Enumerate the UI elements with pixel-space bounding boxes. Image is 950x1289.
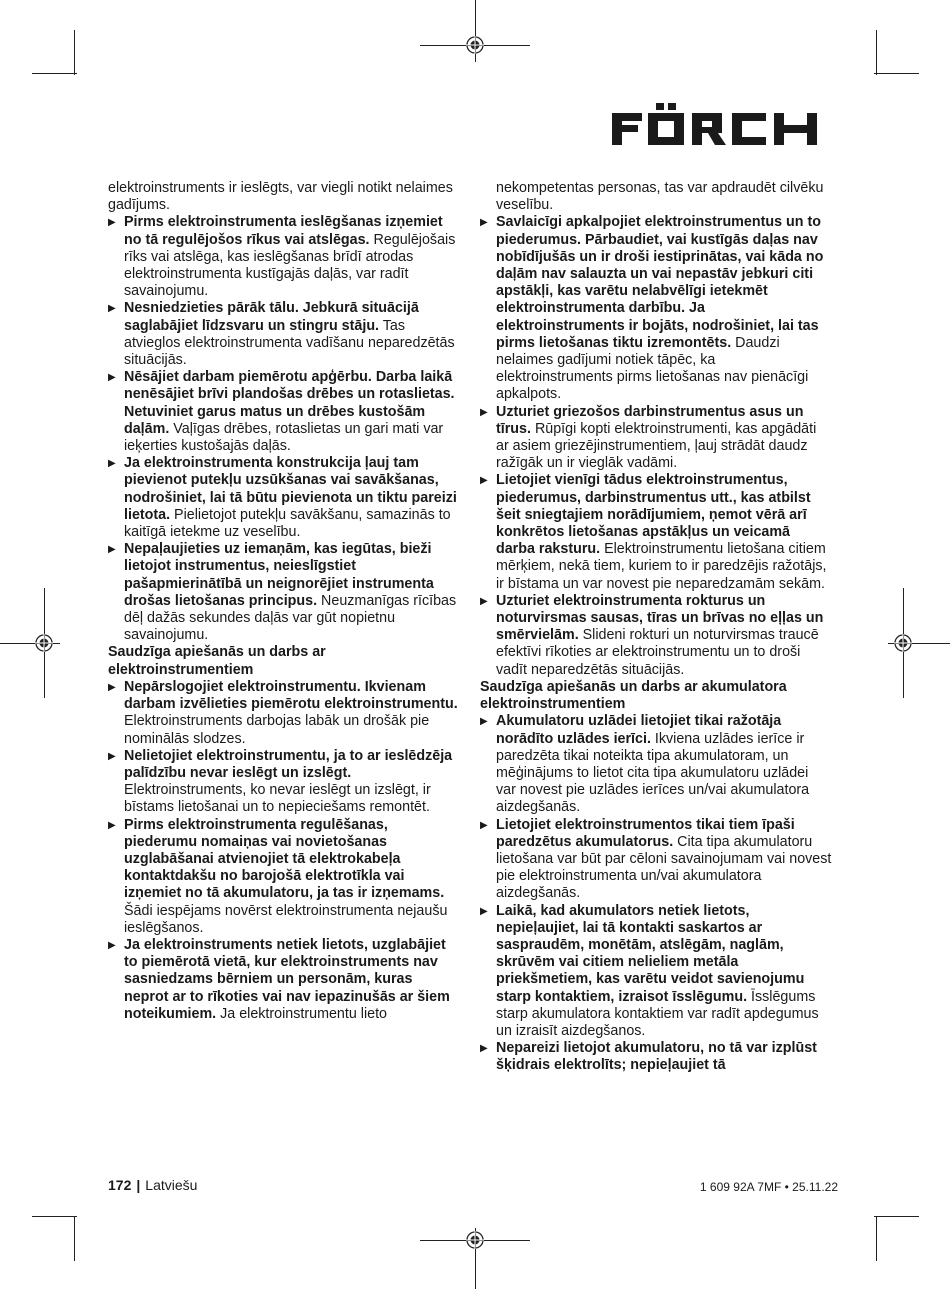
section-heading: Saudzīga apiešanās un darbs ar elektroinstrumentiem — [108, 644, 326, 678]
list-item: ▶ Nepārslogojiet elektroinstrumentu. Ikvienam darbam izvēlieties piemērotu elektroinstrumentu. Elektroinstruments darbojas labāk un drošāk pie nominālās slodzes. — [108, 679, 460, 748]
crop-mark — [74, 1216, 75, 1261]
list-item: ▶ Uzturiet elektroinstrumenta rokturus un noturvirsmas sausas, tīras un brīvas no eļļas un smērvielām. Slideni rokturi un noturvirsmas traucē efektīvi rīkoties ar elektroinstrumentu un to droši vadīt neparedzētās situācijās. — [480, 593, 832, 679]
list-item: ▶ Pirms elektroinstrumenta regulēšanas, piederumu nomaiņas vai novietošanas uzglabāšanai atvienojiet tā elektrokabeļa kontaktdakšu no barojošā elektrotīkla vai izņemiet no tā akumulatoru, ja tas ir izņemams. Šādi iespējams novērst elektroinstrumenta nejaušu ieslēgšanos. — [108, 817, 460, 937]
list-item: ▶ Uzturiet griezošos darbinstrumentus asus un tīrus. Rūpīgi kopti elektroinstrumenti, kas apgādāti ar asiem griezējinstrumentiem, ļauj strādāt daudz ražīgāk un ir vieglāk vadāmi. — [480, 404, 832, 473]
page-number: 172 — [108, 1177, 132, 1193]
section-heading: Saudzīga apiešanās un darbs ar akumulatora elektroinstrumentiem — [480, 678, 787, 713]
intro-text: elektroinstruments ir ieslēgts, var viegli notikt nelaimes gadījums. — [108, 180, 453, 214]
crop-mark — [74, 30, 75, 75]
list-item: ▶ Savlaicīgi apkalpojiet elektroinstrumentus un to piederumus. Pārbaudiet, vai kustīgās daļas nav nobīdījušās un ir droši iestiprinātas, vai kāda no daļām nav salauzta un vai nepastāv jebkuri citi apstākļi, kas varētu nelabvēlīgi ietekmēt elektroinstrumenta darbību. Ja elektroinstruments ir bojāts, nodrošiniet, lai tas pirms lietošanas tiktu izremontēts. Daudzi nelaimes gadījumi notiek tāpēc, ka elektroinstruments pirms lietošanas nav pienācīgi apkalpots. — [480, 214, 832, 403]
list-item: ▶ Ja elektroinstrumenta konstrukcija ļauj tam pievienot putekļu uzsūkšanas vai savākšanas, nodrošiniet, lai tā būtu pievienota un tiktu pareizi lietota. Pielietojot putekļu savākšanu, samazinās to kaitīgā ietekme uz veselību. — [108, 455, 460, 541]
crop-mark — [874, 73, 919, 74]
list-item: ▶ Nepaļaujieties uz iemaņām, kas iegūtas, bieži lietojot instrumentus, neieslīgstiet pašapmierinātībā un neignorējiet instrumenta drošas lietošanas principus. Neuzmanīgas rīcības dēļ dažās sekundes daļās var gūt nopietnu savainojumu. — [108, 541, 460, 644]
registration-target-icon — [894, 634, 912, 652]
list-item: ▶ Akumulatoru uzlādei lietojiet tikai ražotāja norādīto uzlādes ierīci. Ikviena uzlādes ierīce ir paredzēta tikai noteikta tipa akumulatoram, un mēģinājums to lietot cita tipa akumulatoru uzlādei var novest pie uzlādes ierīces un/vai akumulatora aizdegšanās. — [480, 713, 832, 816]
list-item: ▶ Lietojiet vienīgi tādus elektroinstrumentus, piederumus, darbinstrumentus utt., kas atbilst šeit sniegtajiem norādījumiem, ņemot vērā arī konkrētos lietošanas apstākļus un veicamā darba raksturu. Elektroinstrumentu lietošana citiem mērķiem, nekā tiem, kuriem to ir paredzējis ražotājs, ir bīstama un var novest pie neparedzamām sekām. — [480, 472, 832, 592]
crop-mark — [32, 1216, 77, 1217]
list-item: ▶ Nepareizi lietojot akumulatoru, no tā var izplūst šķidrais elektrolīts; nepieļaujiet tā — [480, 1040, 832, 1074]
list-item: ▶ Nesniedzieties pārāk tālu. Jebkurā situācijā saglabājiet līdzsvaru un stingru stāju. Tas atvieglos elektroinstrumenta vadīšanu neparedzētās situācijās. — [108, 300, 460, 369]
footer-language: Latviešu — [145, 1177, 198, 1193]
list-item: ▶ Laikā, kad akumulators netiek lietots, nepieļaujiet, lai tā kontakti saskartos ar saspraudēm, monētām, atslēgām, naglām, skrūvēm vai citiem nelieliem metāla priekšmetiem, kas varētu veidot savienojumu starp kontaktiem, izraisot īsslēgumu. Īsslēgums starp akumulatora kontaktiem var radīt apdegumus un izraisīt aizdegšanos. — [480, 903, 832, 1041]
intro-text: nekompetentas personas, tas var apdraudēt cilvēku veselību. — [496, 180, 824, 214]
list-item: ▶ Nelietojiet elektroinstrumentu, ja to ar ieslēdzēja palīdzību nevar ieslēgt un izslēgt. Elektroinstruments, ko nevar ieslēgt un izslēgt, ir bīstams lietošanai un to nepieciešams remontēt. — [108, 748, 460, 817]
list-item: ▶ Ja elektroinstruments netiek lietots, uzglabājiet to piemērotā vietā, kur elektroinstruments nav sasniedzams bērniem un personām, kuras neprot ar to rīkoties vai nav iepazinušās ar šiem noteikumiem. Ja elektroinstrumentu lieto — [108, 937, 460, 1023]
crop-mark — [874, 1216, 919, 1217]
registration-target-icon — [35, 634, 53, 652]
page-footer — [108, 1177, 197, 1193]
logo-text: FÖRCH — [612, 103, 616, 104]
registration-target-icon — [466, 36, 484, 54]
document-code: 1 609 92A 7MF • 25.11.22 — [699, 1180, 838, 1194]
footer-separator: | — [136, 1177, 141, 1193]
forch-logo — [612, 103, 827, 147]
crop-mark — [32, 73, 77, 74]
list-item: ▶ Pirms elektroinstrumenta ieslēgšanas izņemiet no tā regulējošos rīkus vai atslēgas. Regulējošais rīks vai atslēga, kas ieslēgšanas brīdī atrodas elektroinstrumenta kustīgajās daļās, var radīt savainojumu. — [108, 214, 460, 300]
list-item: ▶ Nēsājiet darbam piemērotu apģērbu. Darba laikā nenēsājiet brīvi plandošas drēbes un rotaslietas. Netuviniet garus matus un drēbes kustošām daļām. Vaļīgas drēbes, rotaslietas un gari mati var ieķerties kustošajās daļās. — [108, 369, 460, 455]
registration-target-icon — [466, 1231, 484, 1249]
crop-mark — [876, 1216, 877, 1261]
right-column — [480, 180, 832, 1075]
crop-mark — [876, 30, 877, 75]
left-column — [108, 180, 460, 1023]
list-item: ▶ Lietojiet elektroinstrumentos tikai tiem īpaši paredzētus akumulatorus. Cita tipa akumulatoru lietošana var būt par cēloni savainojumam vai novest pie elektroinstrumenta un/vai akumulatora aizdegšanās. — [480, 817, 832, 903]
